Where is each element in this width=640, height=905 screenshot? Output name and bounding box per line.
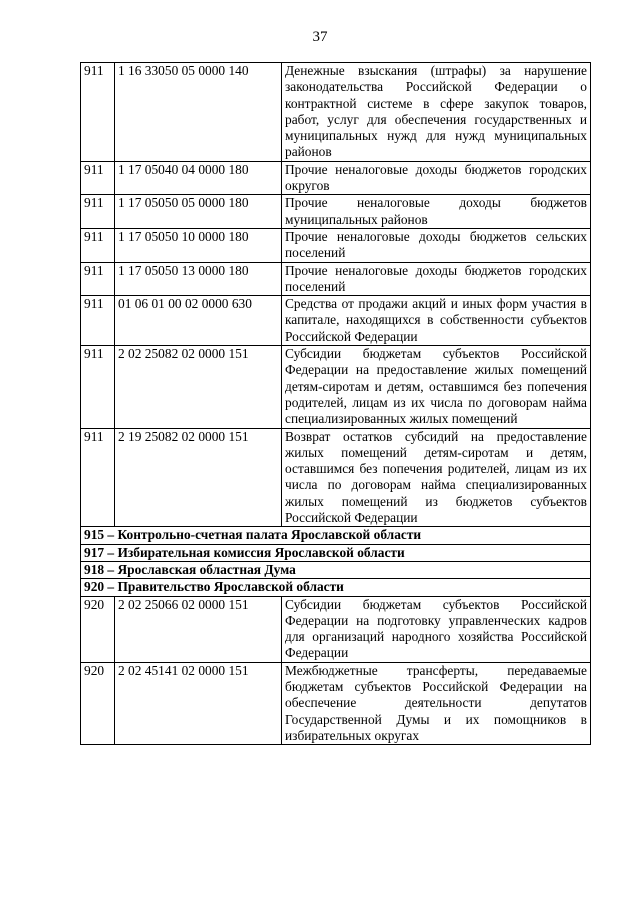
description-cell: Денежные взыскания (штрафы) за нарушение законодательства Российской Федерации о контрактной системе в сфере закупок товаров, работ, услуг для обеспечения государственных и муниципальных нужд для нужд муниципальных районов <box>282 63 591 162</box>
admin-code-cell: 911 <box>81 346 115 428</box>
table-row <box>81 228 591 262</box>
description-cell: Субсидии бюджетам субъектов Российской Федерации на подготовку управленческих кадров для организаций народного хозяйства Российской Федерации <box>282 596 591 662</box>
admin-code-cell: 920 <box>81 662 115 744</box>
budget-code-cell: 1 17 05040 04 0000 180 <box>115 161 282 195</box>
budget-code-cell: 1 17 05050 10 0000 180 <box>115 228 282 262</box>
table-row <box>81 296 591 346</box>
table-row <box>81 195 591 229</box>
budget-code-cell: 1 16 33050 05 0000 140 <box>115 63 282 162</box>
table-row <box>81 262 591 296</box>
budget-code-cell: 2 19 25082 02 0000 151 <box>115 428 282 527</box>
section-header: 915 – Контрольно-счетная палата Ярославской области <box>81 527 591 544</box>
table-row <box>81 662 591 744</box>
section-header: 917 – Избирательная комиссия Ярославской области <box>81 544 591 561</box>
admin-code-cell: 911 <box>81 428 115 527</box>
table-row <box>81 346 591 428</box>
table-row <box>81 596 591 662</box>
description-cell: Прочие неналоговые доходы бюджетов муниципальных районов <box>282 195 591 229</box>
section-header: 918 – Ярославская областная Дума <box>81 561 591 578</box>
admin-code-cell: 911 <box>81 296 115 346</box>
description-cell: Межбюджетные трансферты, передаваемые бюджетам субъектов Российской Федерации на обеспечение деятельности депутатов Государственной Думы и их помощников в избирательных округах <box>282 662 591 744</box>
admin-code-cell: 911 <box>81 63 115 162</box>
revenue-codes-table <box>80 62 591 745</box>
budget-code-cell: 2 02 25066 02 0000 151 <box>115 596 282 662</box>
description-cell: Возврат остатков субсидий на предоставление жилых помещений детям-сиротам и детям, оставшимся без попечения родителей, лицам из их числа по договорам найма специализированных жилых помещений из бюджетов субъектов Российской Федерации <box>282 428 591 527</box>
section-header-row <box>81 579 591 596</box>
admin-code-cell: 911 <box>81 161 115 195</box>
page-number: 37 <box>312 29 328 45</box>
description-cell: Прочие неналоговые доходы бюджетов городских округов <box>282 161 591 195</box>
budget-code-cell: 01 06 01 00 02 0000 630 <box>115 296 282 346</box>
admin-code-cell: 911 <box>81 228 115 262</box>
table-row <box>81 63 591 162</box>
description-cell: Прочие неналоговые доходы бюджетов городских поселений <box>282 262 591 296</box>
admin-code-cell: 920 <box>81 596 115 662</box>
budget-code-cell: 1 17 05050 05 0000 180 <box>115 195 282 229</box>
section-header-row <box>81 527 591 544</box>
description-cell: Субсидии бюджетам субъектов Российской Федерации на предоставление жилых помещений детям-сиротам и детям, оставшимся без попечения родителей, лицам из их числа по договорам найма специализированных жилых помещений <box>282 346 591 428</box>
table-row <box>81 428 591 527</box>
description-cell: Средства от продажи акций и иных форм участия в капитале, находящихся в собственности субъектов Российской Федерации <box>282 296 591 346</box>
description-cell: Прочие неналоговые доходы бюджетов сельских поселений <box>282 228 591 262</box>
admin-code-cell: 911 <box>81 262 115 296</box>
budget-code-cell: 2 02 25082 02 0000 151 <box>115 346 282 428</box>
section-header: 920 – Правительство Ярославской области <box>81 579 591 596</box>
section-header-row <box>81 544 591 561</box>
budget-code-cell: 1 17 05050 13 0000 180 <box>115 262 282 296</box>
table-body <box>81 63 591 745</box>
budget-code-cell: 2 02 45141 02 0000 151 <box>115 662 282 744</box>
table-row <box>81 161 591 195</box>
admin-code-cell: 911 <box>81 195 115 229</box>
section-header-row <box>81 561 591 578</box>
